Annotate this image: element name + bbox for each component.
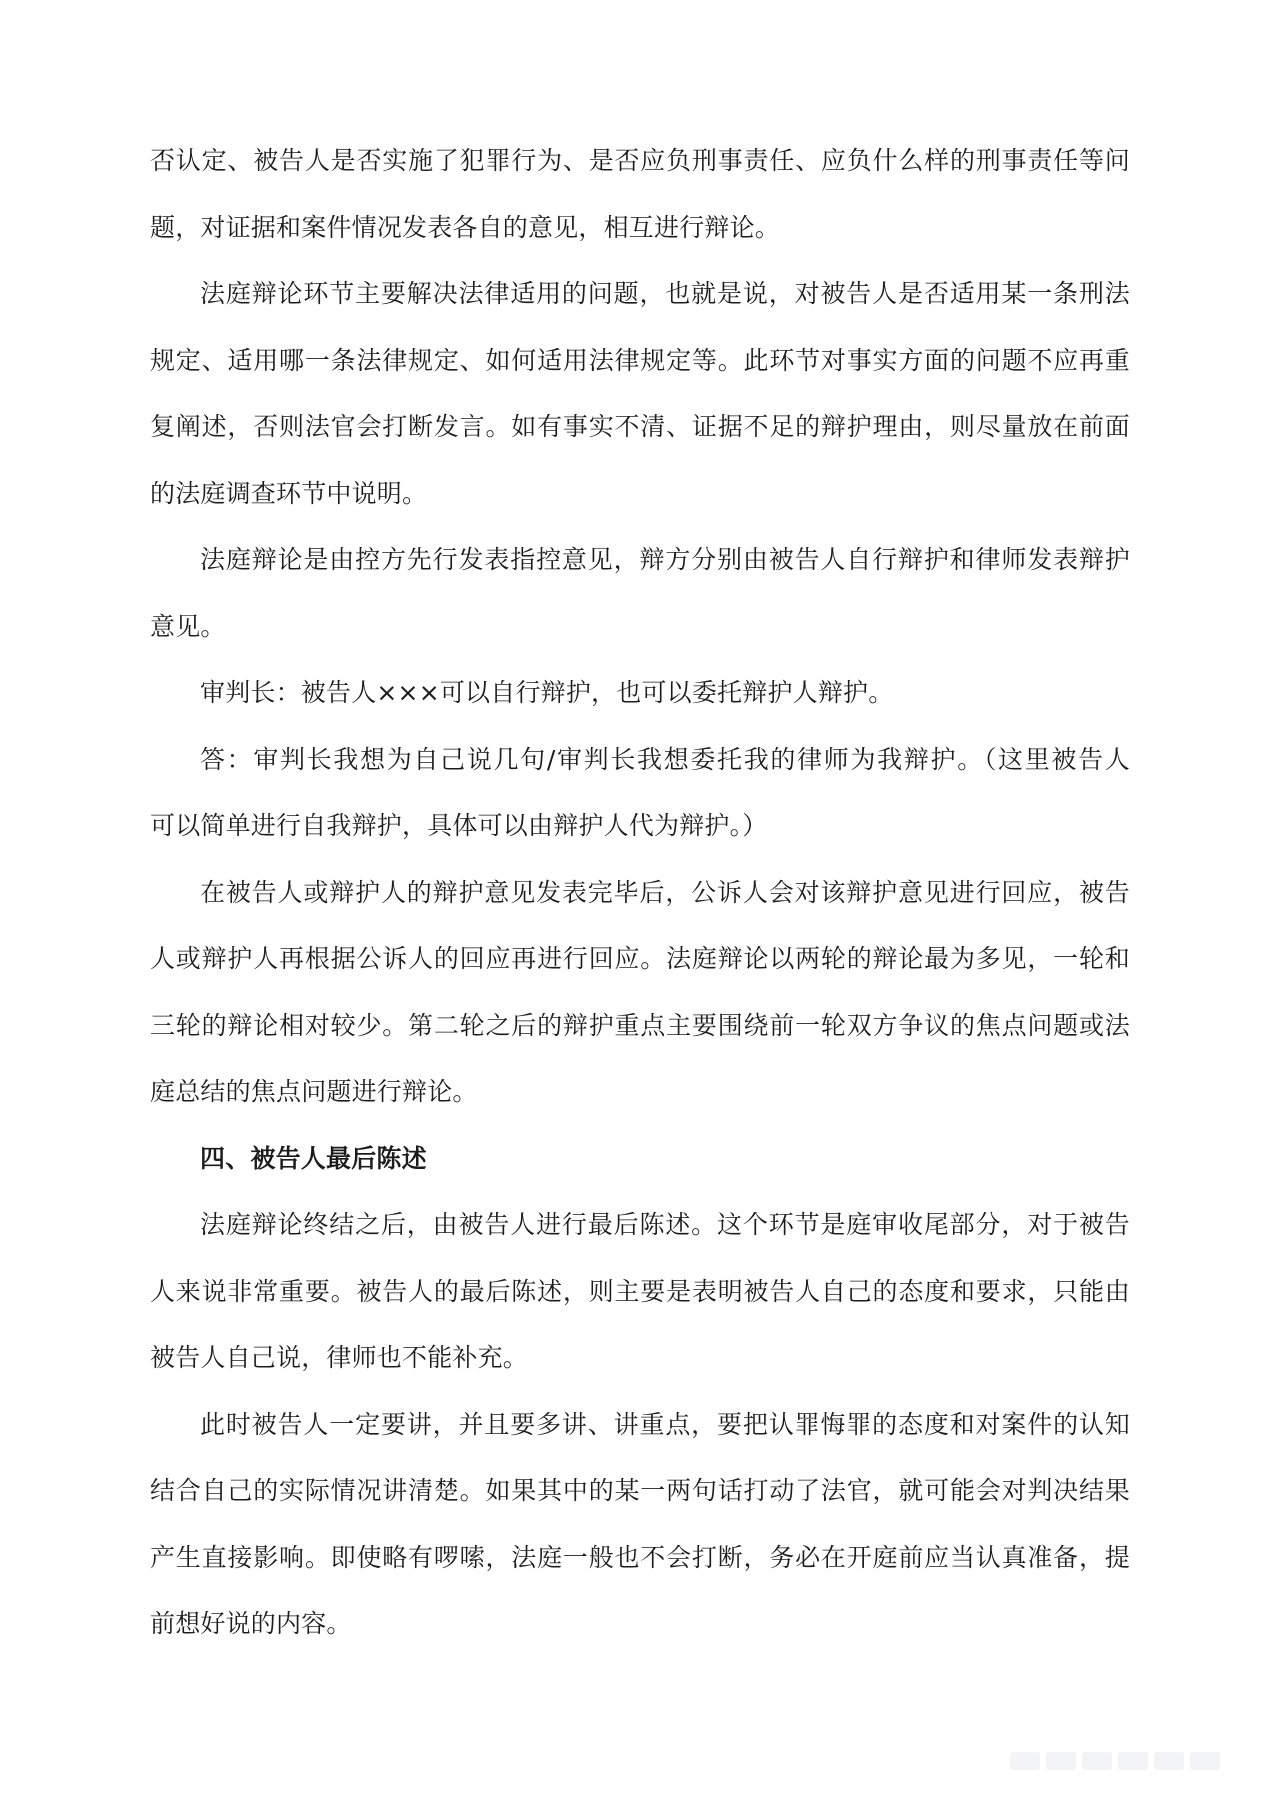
text-line: 答：审判长我想为自己说几句/审判长我想委托我的律师为我辩护。（这里被告人: [200, 744, 1130, 774]
text-line: 法庭辩论环节主要解决法律适用的问题，也就是说，对被告人是否适用某一条刑法: [200, 279, 1130, 308]
text-line: 的法庭调查环节中说明。: [150, 478, 428, 508]
watermark-mark: [1010, 1752, 1040, 1770]
text-line: 前想好说的内容。: [150, 1609, 352, 1638]
watermark-mark: [1190, 1752, 1220, 1770]
text-line: 复阐述，否则法官会打断发言。如有事实不清、证据不足的辩护理由，则尽量放在前面: [150, 412, 1130, 441]
document-page: [150, 128, 1130, 1658]
watermark-mark: [1082, 1752, 1112, 1770]
watermark-mark: [1154, 1752, 1184, 1770]
text-line: 法庭辩论终结之后，由被告人进行最后陈述。这个环节是庭审收尾部分，对于被告: [200, 1210, 1130, 1239]
text-line: 在被告人或辩护人的辩护意见发表完毕后，公诉人会对该辩护意见进行回应，被告: [200, 877, 1130, 907]
text-line: 人来说非常重要。被告人的最后陈述，则主要是表明被告人自己的态度和要求，只能由: [150, 1276, 1130, 1306]
section-heading: 四、被告人最后陈述: [200, 1143, 427, 1173]
text-line: 结合自己的实际情况讲清楚。如果其中的某一两句话打动了法官，就可能会对判决结果: [150, 1476, 1130, 1505]
text-line: 人或辩护人再根据公诉人的回应再进行回应。法庭辩论以两轮的辩论最为多见，一轮和: [150, 944, 1130, 973]
text-line: 此时被告人一定要讲，并且要多讲、讲重点，要把认罪悔罪的态度和对案件的认知: [200, 1409, 1130, 1439]
text-line: 否认定、被告人是否实施了犯罪行为、是否应负刑事责任、应负什么样的刑事责任等问: [150, 146, 1130, 175]
text-line: 题，对证据和案件情况发表各自的意见，相互进行辩论。: [150, 212, 781, 242]
text-line: 产生直接影响。即使略有啰嗦，法庭一般也不会打断，务必在开庭前应当认真准备，提: [150, 1542, 1130, 1572]
watermark: [1010, 1752, 1250, 1788]
text-line: 可以简单进行自我辩护，具体可以由辩护人代为辩护。）: [150, 811, 768, 840]
text-line: 意见。: [150, 611, 226, 641]
text-line: 规定、适用哪一条法律规定、如何适用法律规定等。此环节对事实方面的问题不应再重: [150, 345, 1130, 375]
text-line: 被告人自己说，律师也不能补充。: [150, 1343, 529, 1372]
text-line: 审判长：被告人×××可以自行辩护，也可以委托辩护人辩护。: [200, 678, 894, 707]
text-line: 三轮的辩论相对较少。第二轮之后的辩护重点主要围绕前一轮双方争议的焦点问题或法: [150, 1010, 1130, 1040]
watermark-mark: [1118, 1752, 1148, 1770]
text-line: 庭总结的焦点问题进行辩论。: [150, 1077, 478, 1106]
watermark-mark: [1046, 1752, 1076, 1770]
text-line: 法庭辩论是由控方先行发表指控意见，辩方分别由被告人自行辩护和律师发表辩护: [200, 545, 1130, 574]
